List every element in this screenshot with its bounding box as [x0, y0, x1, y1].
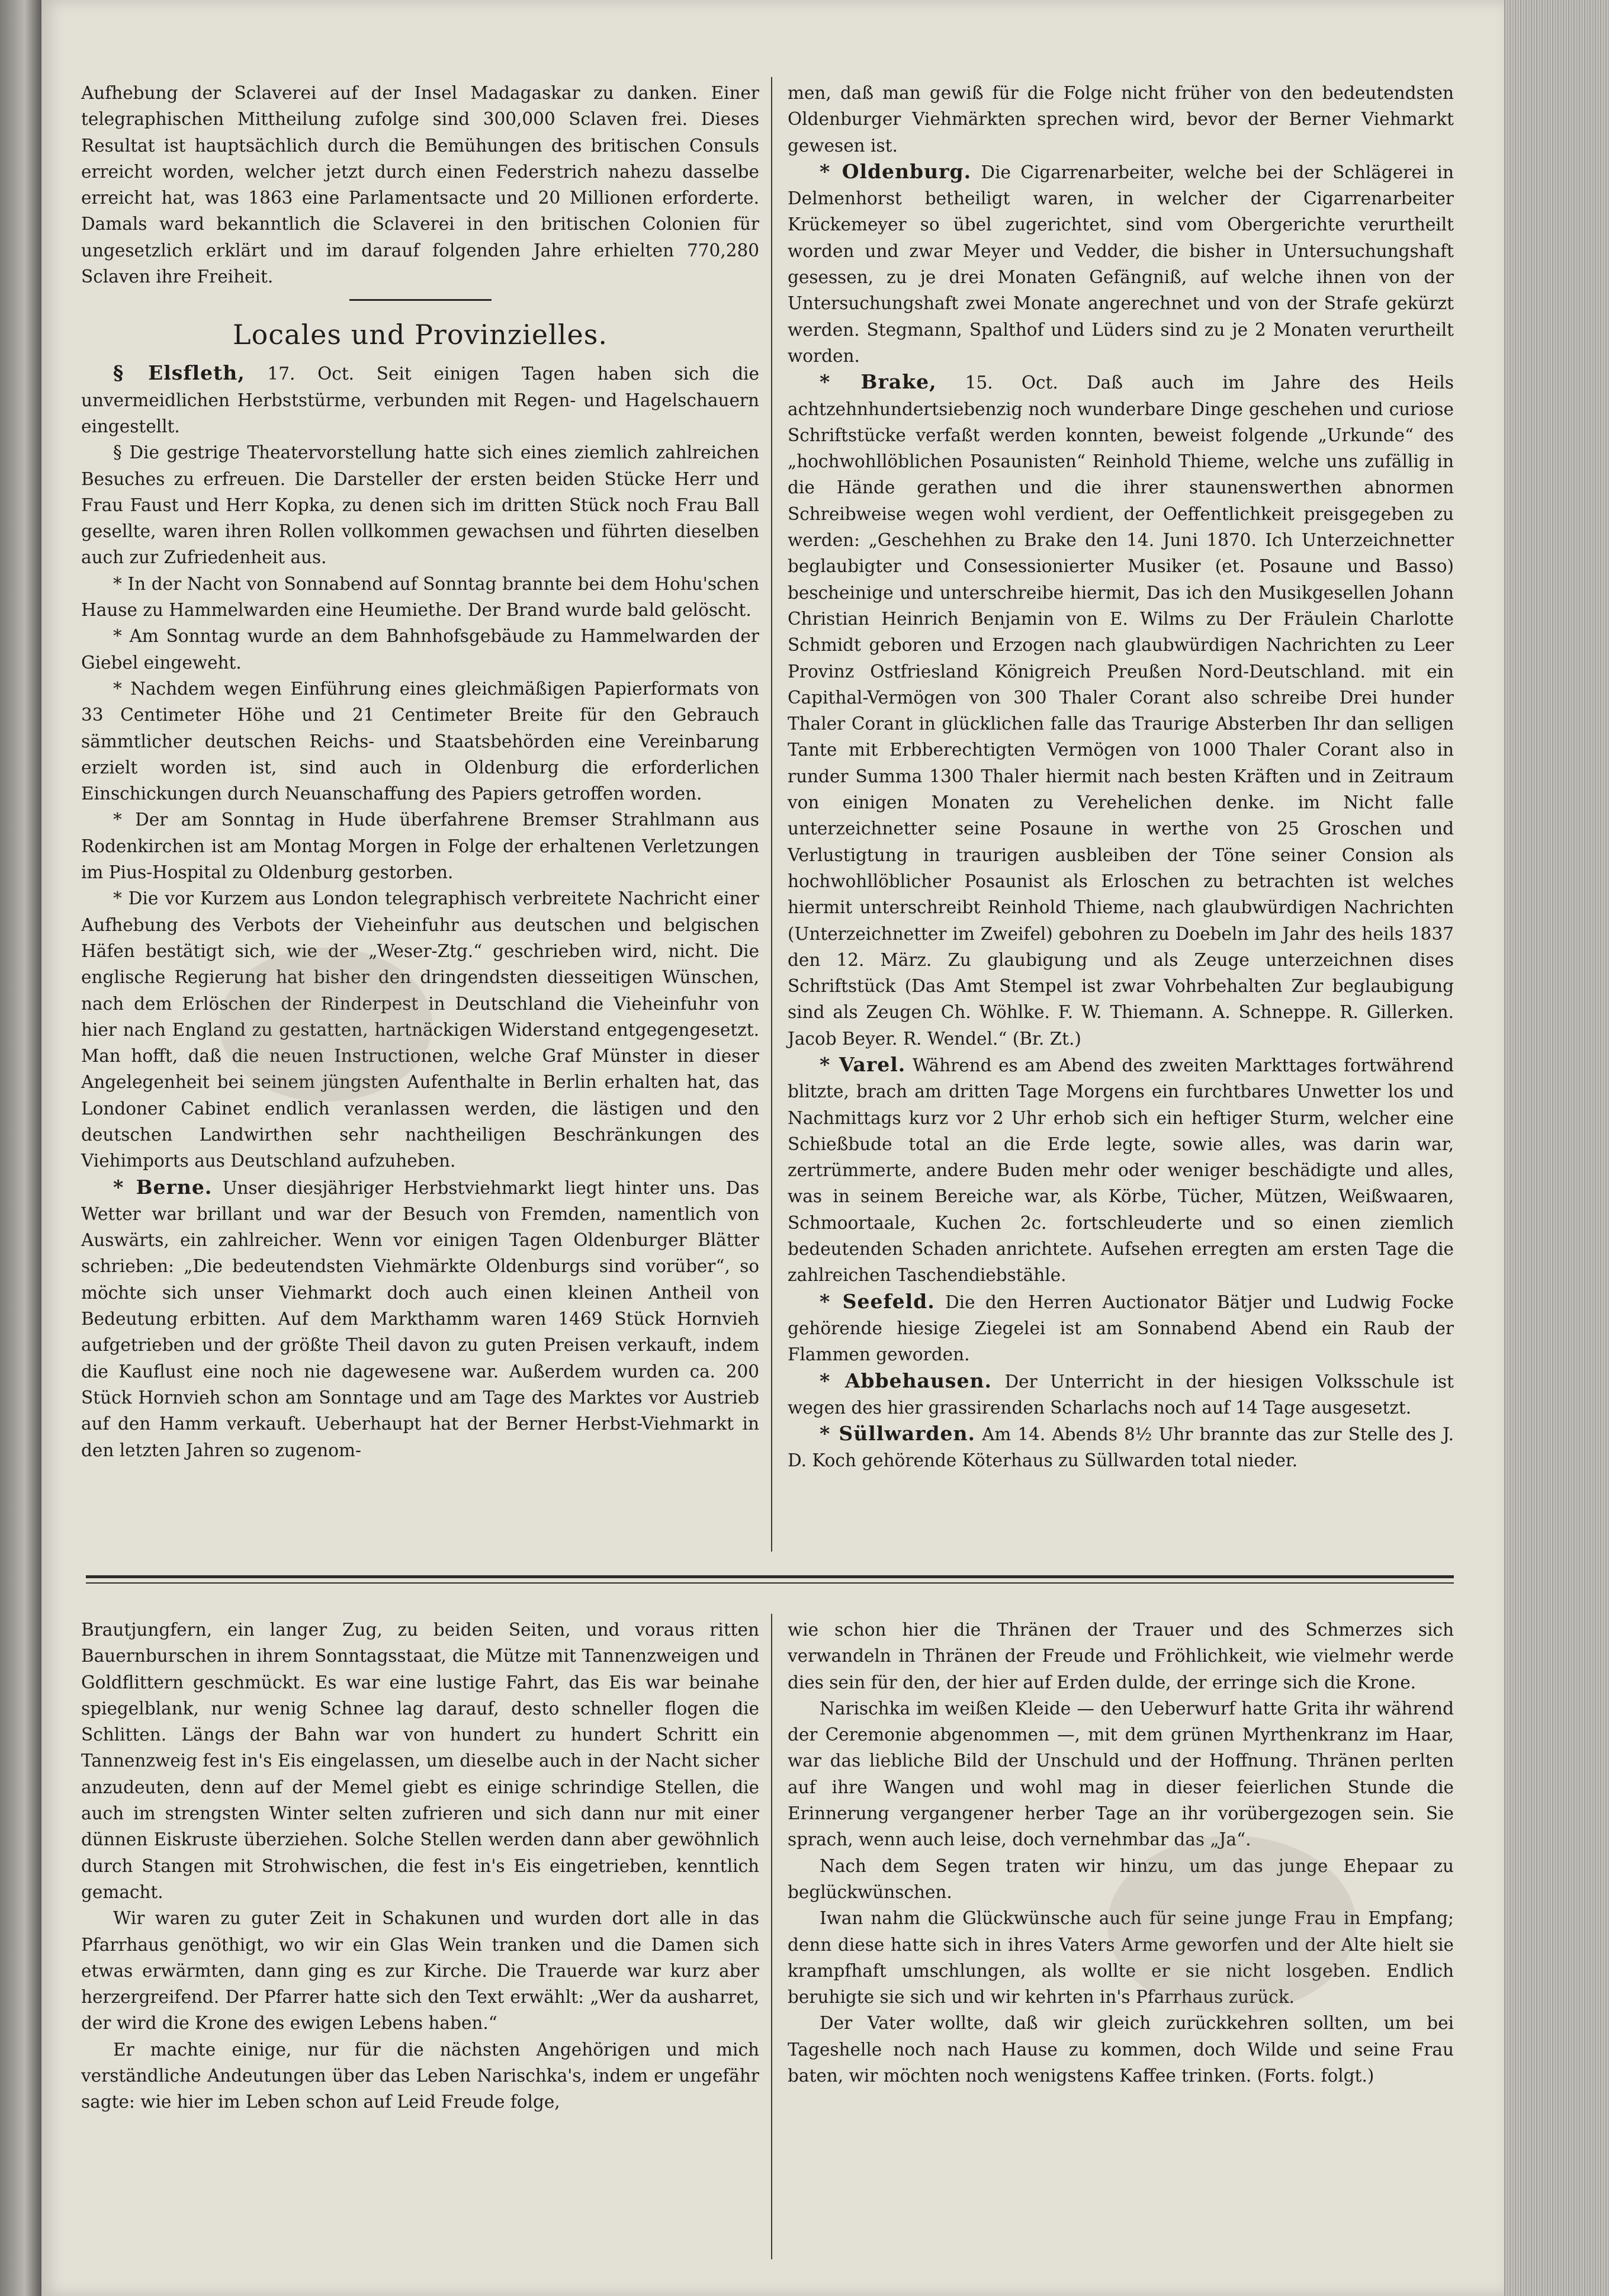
previous-page-edge	[0, 0, 41, 2296]
news-item: * Der am Sonntag in Hude überfahrene Bremser Strahlmann aus Rodenkirchen ist am Montag Morgen in Folge der erhaltenen Verletzungen im Pius-Hospital zu Oldenburg gestorben.	[81, 810, 759, 883]
news-item: * Die vor Kurzem aus London telegraphisch verbreitete Nachricht einer Aufhebung des Verbots der Vieheinfuhr aus deutschen und belgischen Häfen bestätigt sich, wie der „Weser-Ztg.“ geschrieben wird, nicht. Die englische Regierung hat bisher den dringendsten diesseitigen Wünschen, nach dem Erlöschen der Rinderpest in Deutschland die Vieheinfuhr von hier nach England zu gestatten, hartnäckigen Widerstand entgegengesetzt. Man hofft, daß die neuen Instructionen, welche Graf Münster in dieser Angelegenheit bei seinem jüngsten Aufenthalte in Berlin erhalten hat, das Londoner Cabinet endlich veranlassen werden, die lästigen und den deutschen Landwirthen sehr nachtheiligen Beschränkungen des Viehimports aus Deutschland aufzuheben.	[81, 888, 759, 1171]
news-place: * Abbehausen.	[820, 1369, 992, 1392]
news-item: * Berne. Unser diesjähriger Herbstviehmarkt liegt hinter uns. Das Wetter war brillant und war der Besuch von Fremden, namentlich von Auswärts, ein zahlreicher. Wenn vor einigen Tagen Oldenburger Blätter schrieben: „Die bedeutendsten Viehmärkte Oldenburgs sind vorüber“, so möchte sich unser Viehmarkt doch auch einen kleinen Antheil von Bedeutung erbitten. Auf dem Markthamm waren 1469 Stück Hornvieh aufgetrieben und der größte Theil davon zu guten Preisen verkauft, indem die Kauflust eine noch nie dagewesene war. Außerdem wurden ca. 200 Stück Hornvieh schon am Sonntage und am Tage des Marktes vor Austrieb auf den Hamm verkauft. Ueberhaupt hat der Berner Herbst-Viehmarkt in den letzten Jahren so zugenom-	[81, 1175, 760, 1460]
news-place: * Berne.	[113, 1175, 213, 1199]
feuilleton-paragraph: wie schon hier die Thränen der Trauer und des Schmerzes sich verwandeln in Thränen der Freude und Fröhlichkeit, wie vielmehr werde dies sein für den, der hier auf Erden dulde, der erringe sich die Krone.	[788, 1620, 1454, 1693]
feuilleton-paragraph: Er machte einige, nur für die nächsten Angehörigen und mich verständliche Andeutungen über das Leben Narischka's, indem er ungefähr sagte: wie hier im Leben schon auf Leid Freude folge,	[81, 2039, 759, 2112]
news-place: * Varel.	[820, 1052, 906, 1076]
paper-stain	[219, 948, 432, 1102]
news-item: * In der Nacht von Sonnabend auf Sonntag brannte bei dem Hohu'schen Hause zu Hammelwarden eine Heumiethe. Der Brand wurde bald gelöscht.	[81, 573, 759, 621]
news-item: * Seefeld. Die den Herren Auctionator Bätjer und Ludwig Focke gehörende hiesige Ziegelei ist am Sonnabend Abend ein Raub der Flammen geworden.	[788, 1289, 1454, 1365]
feuilleton-paragraph: Iwan nahm die Glückwünsche auch für seine junge Frau in Empfang; denn diese hatte sich in ihres Vaters Arme geworfen und der Alte hielt sie krampfhaft umschlungen, als wollte er sie nicht losgeben. Endlich beruhigte sie sich und wir kehrten in's Pfarrhaus zurück.	[788, 1908, 1454, 2008]
news-item: * Am Sonntag wurde an dem Bahnhofsgebäude zu Hammelwarden der Giebel eingeweht.	[81, 626, 759, 673]
section-title: Locales und Provinzielles.	[233, 319, 608, 351]
feuilleton-separator-thick	[86, 1575, 1454, 1578]
feuilleton-paragraph: Wir waren zu guter Zeit in Schakunen und wurden dort alle in das Pfarrhaus genöthigt, wo wir ein Glas Wein tranken und die Damen sich etwas erwärmten, dann ging es zur Kirche. Die Trauerde war kurz aber herzergreifend. Der Pfarrer hatte sich den Text erwählt: „Wer da ausharret, der wird die Krone des ewigen Lebens haben.“	[81, 1908, 759, 2034]
news-item: * Nachdem wegen Einführung eines gleichmäßigen Papierformats von 33 Centimeter Höhe und 21 Centimeter Breite für den Gebrauch sämmtlicher deutschen Reichs- und Staatsbehörden eine Vereinbarung erzielt worden ist, sind auch in Oldenburg die erforderlichen Einschickungen durch Neuanschaffung des Papiers getroffen worden.	[81, 678, 759, 804]
news-place: * Oldenburg.	[820, 159, 972, 183]
news-item: men, daß man gewiß für die Folge nicht früher von den bedeutendsten Oldenburger Viehmärkten sprechen wird, bevor der Berner Viehmarkt gewesen ist.	[788, 83, 1454, 156]
section-rule	[349, 299, 492, 301]
feuilleton-paragraph: Brautjungfern, ein langer Zug, zu beiden Seiten, und voraus ritten Bauernburschen in ihrem Sonntagsstaat, die Mütze mit Tannenzweigen und Goldflittern geschmückt. Es war eine lustige Fahrt, das Eis war beinahe spiegelblank, nur wenig Schnee lag darauf, desto schneller flogen die Schlitten. Längs der Bahn war von hundert zu hundert Schritt ein Tannenzweig fest in's Eis eingelassen, um dieselbe auch in der Nacht sicher anzudeuten, denn auf der Memel giebt es einige schrindige Stellen, die auch im strengsten Winter selten zufrieren und sich dann nur mit einer dünnen Eiskruste überziehen. Solche Stellen werden dann aber gewöhnlich durch Stangen mit Strohwischen, die fest in's Eis eingetrieben, kenntlich gemacht.	[81, 1620, 759, 1902]
feuilleton-paragraph: Der Vater wollte, daß wir gleich zurückkehren sollten, um bei Tageshelle noch nach Hause zu kommen, doch Wilde und seine Frau baten, wir möchten noch wenigstens Kaffee trinken. (Forts. folgt.)	[788, 2013, 1454, 2086]
news-place: § Elsfleth,	[113, 361, 245, 385]
news-place: * Seefeld.	[820, 1289, 935, 1313]
news-item: § Die gestrige Theatervorstellung hatte sich eines ziemlich zahlreichen Besuches zu erfreuen. Die Darsteller der ersten beiden Stücke Herr und Frau Faust und Herr Kopka, zu denen sich im dritten Stück noch Frau Ball gesellte, waren ihren Rollen vollkommen gewachsen und führten dieselben auch zur Zufriedenheit aus.	[81, 442, 759, 568]
news-item: * Abbehausen. Der Unterricht in der hiesigen Volksschule ist wegen des hier grassirenden Scharlachs noch auf 14 Tage ausgesetzt.	[788, 1369, 1454, 1418]
feuilleton-paragraph: Nach dem Segen traten wir hinzu, um das junge Ehepaar zu beglückwünschen.	[788, 1855, 1454, 1902]
news-column-right	[788, 80, 1454, 1474]
news-item: * Brake, 15. Oct. Daß auch im Jahre des Heils achtzehnhundertsiebenzig noch wunderbare Dinge geschehen und curiose Schriftstücke verfaßt werden konnten, beweist folgende „Urkunde“ des „hochwohllöblichen Posaunisten“ Reinhold Thieme, welche uns zufällig in die Hände gerathen und die ihrer staunenswerthen abnormen Schreibweise wegen wohl verdient, der Oeffentlichkeit preisgegeben zu werden: „Geschehhen zu Brake den 14. Juni 1870. Ich Unterzeichnetter beglaubigter und Consessionierter Musiker (et. Posaune und Basso) bescheinige und unterschreibe hiermit, Das ich den Musikgesellen Johann Christian Heinrich Benjamin von E. Wilms zu Der Fräulein Charlotte Schmidt geboren und Erzogen nach glaubwürdigen Nachrichten zu Leer Provinz Ostfriesland Königreich Preußen Nord-Deutschland. mit ein Capithal-Vermögen von 300 Thaler Corant also schreibe Drei hunder Thaler Corant in glücklichen falle das Traurige Absterben Ihr dan selligen Tante mit Erbberechtigten Vermögen von 1000 Thaler Corant also in runder Summa 1300 Thaler hiermit nach besten Kräften und in Zeitraum von einigen Monaten zu Verehelichen denke. im Nicht falle unterzeichnetter seine Posaune in werthe von 25 Groschen und Verlustigtung in traurigen ausbleiben der Töne seiner Consion als hochwohllöblicher Posaunist als Erloschen zu betrachten ist welches hiermit unterschreibt Reinhold Thieme, nach glaubwürdigen Nachrichten (Unterzeichnetter im Zweifel) gebohren zu Doebeln im Jahr des heils 1837 den 12. März. Zu glaubigung und als Zeuge unterzeichnen dises Schriftstück (Das Amt Stempel ist zwar Vohrbehalten Zur beglaubigung sind als Zeugen Ch. Wöhlke. F. W. Thiemann. A. Schneppe. R. Gillerken. Jacob Beyer. R. Wendel.“ (Br. Zt.)	[788, 370, 1454, 1049]
feuilleton-column-left	[81, 1617, 759, 2115]
news-place: * Süllwarden.	[820, 1422, 976, 1446]
news-item: * Oldenburg. Die Cigarrenarbeiter, welche bei der Schlägerei in Delmenhorst betheiligt waren, in welcher der Cigarrenarbeiter Krückemeyer so übel zugerichtet, sind vom Obergerichte verurtheilt worden und zwar Meyer und Vedder, die bisher in Untersuchungshaft gesessen, zu je drei Monaten Gefängniß, auf welche ihnen von der Untersuchungshaft zwei Monate angerechnet und von der Strafe gekürzt werden. Stegmann, Spalthof und Lüders sind zu je 2 Monaten verurtheilt worden.	[788, 159, 1454, 366]
feuilleton-column-right	[788, 1617, 1454, 2089]
news-item: § Elsfleth, 17. Oct. Seit einigen Tagen haben sich die unvermeidlichen Herbststürme, verbunden mit Regen- und Hagelschauern eingestellt.	[81, 361, 759, 436]
feuilleton-separator-thin	[86, 1582, 1454, 1584]
news-place: * Brake,	[820, 370, 937, 394]
newspaper-page	[41, 0, 1504, 2296]
intro-paragraph: Aufhebung der Sclaverei auf der Insel Madagaskar zu danken. Einer telegraphischen Mittheilung zufolge sind 300,000 Sclaven frei. Dieses Resultat ist hauptsächlich durch die Bemühungen des britischen Consuls erreicht worden, welcher jetzt durch einen Federstrich nahezu dasselbe erreicht hat, was 1863 eine Parlamentsacte und 20 Millionen erforderte. Damals ward bekanntlich die Sclaverei in den britischen Colonien für ungesetzlich erklärt und im darauf folgenden Jahre erhielten 770,280 Sclaven ihre Freiheit.	[81, 83, 759, 287]
column-divider-bottom	[771, 1614, 772, 2259]
news-column-left	[81, 80, 759, 1463]
book-page-edges	[1504, 0, 1609, 2296]
feuilleton-paragraph: Narischka im weißen Kleide — den Ueberwurf hatte Grita ihr während der Ceremonie abgenommen —, mit dem grünen Myrthenkranz im Haar, war das liebliche Bild der Unschuld und der Hoffnung. Thränen perlten auf ihre Wangen und wohl mag in dieser feierlichen Stunde die Erinnerung vergangener herber Tage an ihr vorübergezogen sein. Sie sprach, wenn auch leise, doch vernehmbar das „Ja“.	[788, 1698, 1454, 1850]
paper-stain	[1107, 1836, 1356, 2014]
column-divider-top	[771, 77, 772, 1552]
news-item: * Varel. Während es am Abend des zweiten Markttages fortwährend blitzte, brach am dritten Tage Morgens ein furchtbares Unwetter los und Nachmittags kurz vor 2 Uhr erhob sich ein heftiger Sturm, welcher eine Schießbude total an die Erde legte, sowie alles, was darin war, zertrümmerte, andere Buden mehr oder weniger beschädigte und alles, was in seinem Bereiche war, als Körbe, Tücher, Mützen, Weißwaaren, Schmoortaale, Kuchen 2c. fortschleuderte und so einen ziemlich bedeutenden Schaden anrichtete. Aufsehen erregten am ersten Tage die zahlreichen Taschendiebstähle.	[788, 1052, 1454, 1286]
news-item: * Süllwarden. Am 14. Abends 8½ Uhr brannte das zur Stelle des J. D. Koch gehörende Köterhaus zu Süllwarden total nieder.	[788, 1422, 1454, 1471]
